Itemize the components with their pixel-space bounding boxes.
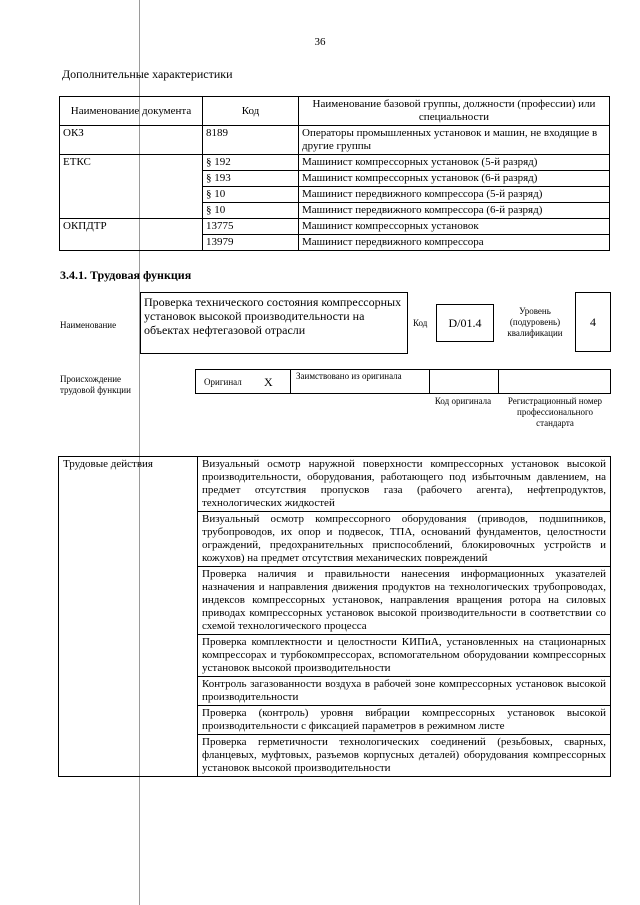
code-original-label: Код оригинала [434,396,492,406]
action-item: Контроль загазованности воздуха в рабочей зоне компрессорных установок высокой производительности [198,677,611,706]
function-name-box [140,292,408,354]
action-item: Проверка наличия и правильности нанесения информационных указателей назначения и направления движения продуктов на технологических трубопроводах, индексов компрессорных установок, направления вращения ротора на силовых приводах компрессорных установок высокой производительности в соответствии со схемой технологического процесса [198,567,611,635]
name-label: Наименование [60,320,117,330]
name-okz: Операторы промышленных установок и машин, не входящие в другие группы [299,126,610,155]
function-code-value: D/01.4 [448,316,482,330]
divider [429,369,430,394]
action-item: Визуальный осмотр компрессорного оборудования (приводов, подшипников, трубопроводов, их опор и подвесок, ТПА, оснований фундаментов, целостности ограждений, предохранительных приспособлений, блокировочных устройств и кожухов) на предмет отсутствия механических повреждений [198,512,611,567]
code-label: Код [413,318,428,328]
code-etks: § 193 [203,171,299,187]
divider [290,369,291,394]
name-etks: Машинист компрессорных установок (5-й разряд) [299,155,610,171]
original-mark: X [264,375,273,389]
actions-label: Трудовые действия [59,457,198,777]
original-label: Оригинал [204,377,242,387]
action-item: Проверка комплектности и целостности КИПиА, установленных на стационарных компрессорах и турбокомпрессорах, вспомогательном оборудовании компрессорных установок высокой производительности [198,635,611,677]
reg-number-label: Регистрационный номер профессионального стандарта [507,396,603,428]
name-etks: Машинист компрессорных установок (6-й разряд) [299,171,610,187]
table-row [59,457,611,512]
code-etks: § 192 [203,155,299,171]
table-header-row [60,97,610,126]
borrowed-label: Заимствовано из оригинала [296,371,402,381]
name-etks: Машинист передвижного компрессора (6-й разряд) [299,203,610,219]
code-okz: 8189 [203,126,299,155]
doc-okpdtr: ОКПДТР [60,219,203,251]
extra-characteristics-table [59,96,610,251]
code-okpdtr: 13775 [203,219,299,235]
name-okpdtr: Машинист компрессорных установок [299,219,610,235]
code-okpdtr: 13979 [203,235,299,251]
action-item: Визуальный осмотр наружной поверхности компрессорных установок высокой производительности, оборудования, работающего под избыточным давлением, на предмет отсутствия пропусков газа (рабочего агента), нефтепродуктов, технологических жидкостей [198,457,611,512]
function-name-value: Проверка технического состояния компрессорных установок высокой производительности на объектах нефтегазовой отрасли [144,295,402,337]
origin-label: Происхождение трудовой функции [60,374,131,395]
origin-box [195,369,611,394]
table-row [60,155,610,171]
name-okpdtr: Машинист передвижного компрессора [299,235,610,251]
qualification-level-value: 4 [590,315,596,329]
name-etks: Машинист передвижного компрессора (5-й разряд) [299,187,610,203]
header-document: Наименование документа [60,97,203,126]
doc-etks: ЕТКС [60,155,203,219]
labor-actions-table [58,456,611,777]
action-item: Проверка (контроль) уровня вибрации компрессорных установок высокой производительности с фиксацией параметров в режимном листе [198,706,611,735]
extra-characteristics-heading: Дополнительные характеристики [62,67,233,81]
action-item: Проверка герметичности технологических соединений (резьбовых, сварных, фланцевых, муфтовых, разъемов корпусных деталей) оборудования компрессорных установок высокой производительности [198,735,611,777]
qualification-level-label: Уровень (подуровень) квалификации [507,306,563,338]
header-group-name: Наименование базовой группы, должности (профессии) или специальности [299,97,610,126]
code-etks: § 10 [203,187,299,203]
divider [498,369,499,394]
table-row [60,219,610,235]
page-number: 36 [314,36,326,48]
section-title: 3.4.1. Трудовая функция [60,268,192,282]
qualification-level-box [575,292,611,352]
code-etks: § 10 [203,203,299,219]
doc-okz: ОКЗ [60,126,203,155]
table-row [60,126,610,155]
header-code: Код [203,97,299,126]
function-code-box [436,304,494,342]
